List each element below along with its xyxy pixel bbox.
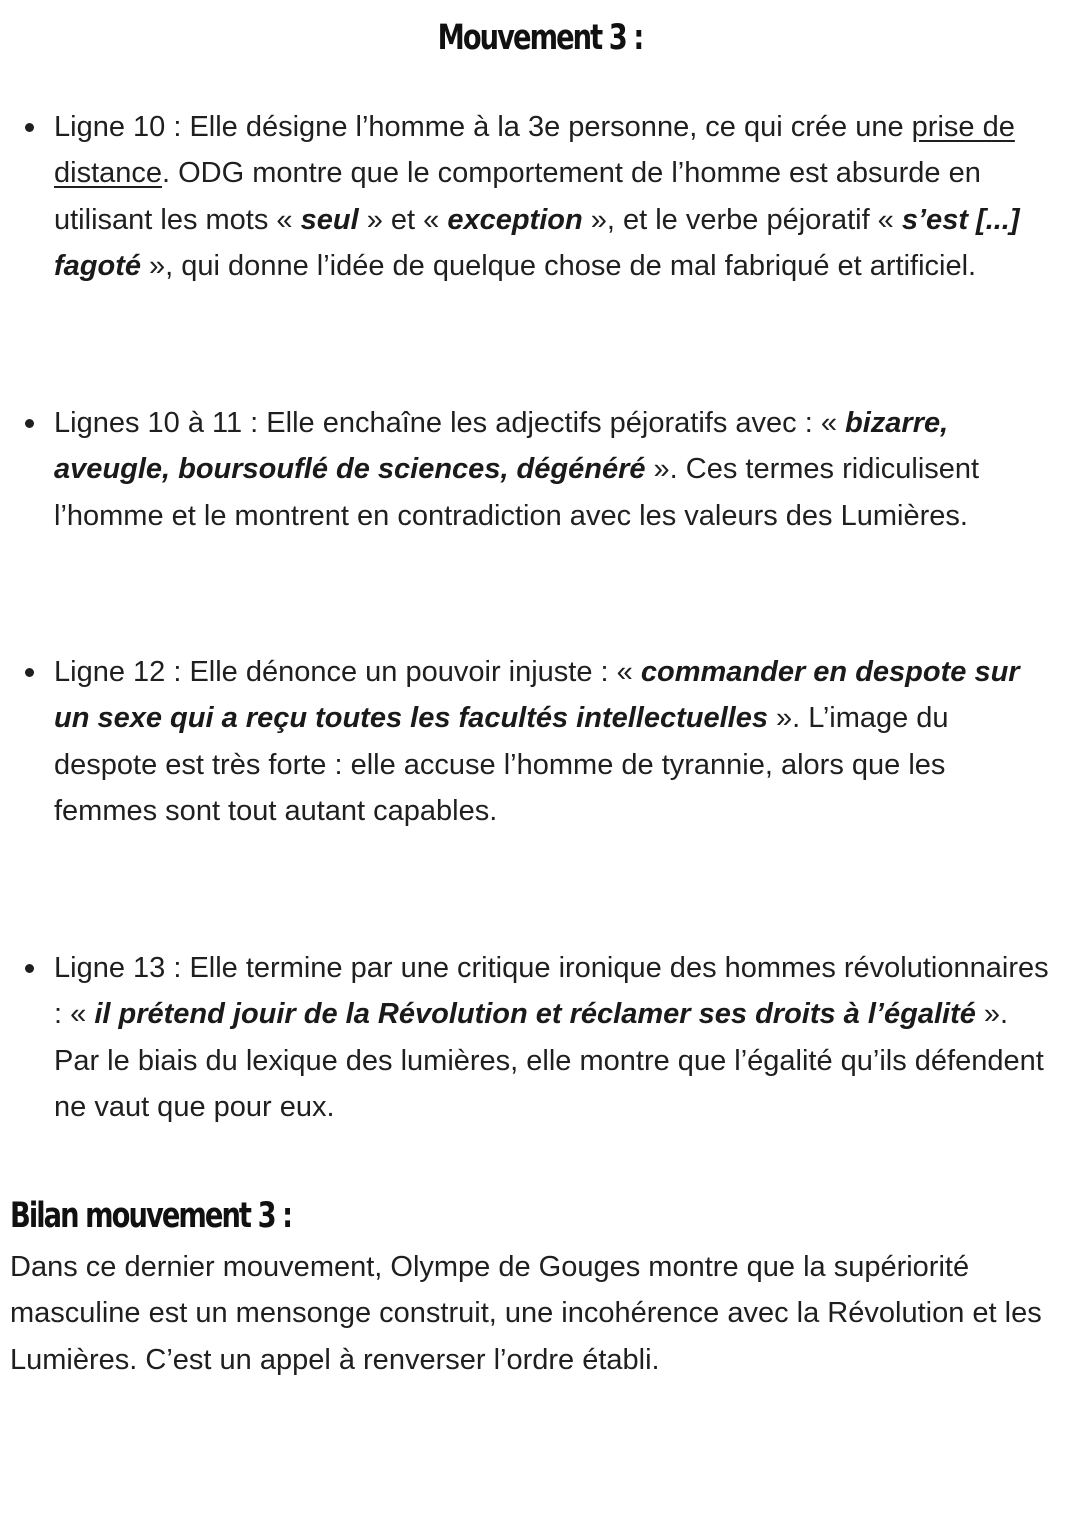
bilan-paragraph: Dans ce dernier mouvement, Olympe de Gouges montre que la supériorité masculine est un mensonge construit, une incohérence avec la Révolution et les Lumières. C’est un appel à renverser l’ordre établi. [10, 1251, 1042, 1376]
bullet-item-lignes-10-11: Lignes 10 à 11 : Elle enchaîne les adjectifs péjoratifs avec : « bizarre, aveugle, boursouflé de sciences, dégénéré ». Ces termes ridiculisent l’homme et le montrent en contradiction avec les valeurs des Lumières. [54, 400, 1054, 539]
bullet-item-ligne-13: Ligne 13 : Elle termine par une critique ironique des hommes révolutionnaires : « il prétend jouir de la Révolution et réclamer ses droits à l’égalité ». Par le biais du lexique des lumières, elle montre que l’égalité qu’ils défendent ne vaut que pour eux. [54, 945, 1054, 1131]
bullet-dot-icon [25, 668, 34, 677]
bullet-item-ligne-12: Ligne 12 : Elle dénonce un pouvoir injuste : « commander en despote sur un sexe qui a reçu toutes les facultés intellectuelles ». L’image du despote est très forte : elle accuse l’homme de tyrannie, alors que les femmes sont tout autant capables. [54, 649, 1054, 835]
page-title: Mouvement 3 : [437, 18, 643, 58]
bullet-item-ligne-10: Ligne 10 : Elle désigne l’homme à la 3e personne, ce qui crée une prise de distance. ODG montre que le comportement de l’homme est absurde en utilisant les mots « seul » et « exception », et le verbe péjoratif « s’est [...] fagoté », qui donne l’idée de quelque chose de mal fabriqué et artificiel. [54, 104, 1054, 290]
bullet-dot-icon [25, 419, 34, 428]
bullet-dot-icon [25, 964, 34, 973]
bilan-heading: Bilan mouvement 3 : [10, 1196, 292, 1236]
bullet-dot-icon [25, 123, 34, 132]
